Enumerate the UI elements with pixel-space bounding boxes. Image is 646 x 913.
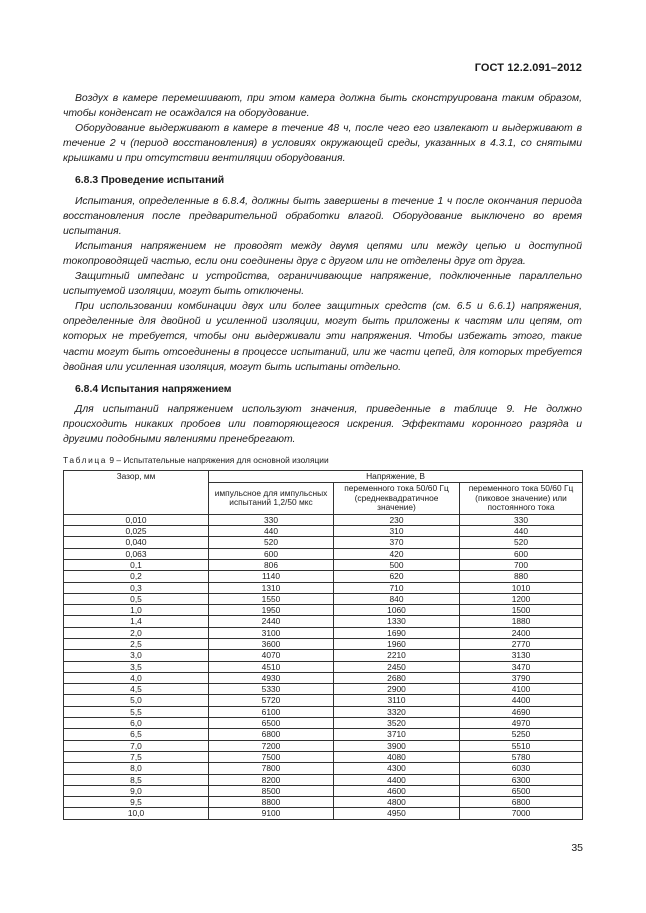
cell-gap: 0,5 [64,593,209,604]
table-row [64,514,583,525]
cell-ac-rms: 1060 [334,605,460,616]
cell-impulse: 7800 [209,763,334,774]
table-row [64,706,583,717]
cell-gap: 0,1 [64,559,209,570]
table-caption [63,453,582,468]
cell-ac-rms: 420 [334,548,460,559]
cell-ac-rms: 500 [334,559,460,570]
table-row [64,593,583,604]
cell-ac-peak-dc: 4400 [460,695,583,706]
table-row [64,627,583,638]
cell-gap: 7,0 [64,740,209,751]
cell-impulse: 4070 [209,650,334,661]
standard-header: ГОСТ 12.2.091–2012 [474,62,582,74]
cell-ac-peak-dc: 880 [460,571,583,582]
cell-ac-rms: 4080 [334,751,460,762]
table-caption-text: 9 – Испытательные напряжения для основной изоляции [107,455,329,466]
cell-impulse: 1310 [209,582,334,593]
paragraph: Воздух в камере перемешивают, при этом камера должна быть сконструирована таким образом, чтобы конденсат не осаждался на оборудование. [63,93,582,120]
cell-ac-peak-dc: 4970 [460,718,583,729]
cell-impulse: 7500 [209,751,334,762]
cell-ac-peak-dc: 3470 [460,661,583,672]
cell-impulse: 9100 [209,808,334,819]
cell-ac-peak-dc: 600 [460,548,583,559]
table-row [64,797,583,808]
voltage-table [63,470,583,820]
cell-ac-rms: 710 [334,582,460,593]
cell-ac-rms: 4600 [334,785,460,796]
cell-ac-peak-dc: 520 [460,537,583,548]
cell-ac-rms: 3320 [334,706,460,717]
cell-impulse: 7200 [209,740,334,751]
cell-impulse: 1950 [209,605,334,616]
cell-ac-peak-dc: 330 [460,514,583,525]
table-row [64,661,583,672]
cell-gap: 7,5 [64,751,209,762]
table-row [64,526,583,537]
cell-gap: 0,025 [64,526,209,537]
cell-ac-peak-dc: 5780 [460,751,583,762]
cell-impulse: 8800 [209,797,334,808]
cell-gap: 5,5 [64,706,209,717]
cell-gap: 2,5 [64,638,209,649]
page-number: 35 [571,842,583,854]
cell-ac-rms: 2900 [334,684,460,695]
cell-gap: 9,0 [64,785,209,796]
cell-gap: 5,0 [64,695,209,706]
table-row [64,616,583,627]
cell-ac-rms: 3520 [334,718,460,729]
cell-impulse: 330 [209,514,334,525]
table-row [64,638,583,649]
table-row [64,684,583,695]
cell-ac-peak-dc: 6500 [460,785,583,796]
cell-impulse: 5720 [209,695,334,706]
cell-ac-peak-dc: 5250 [460,729,583,740]
cell-ac-peak-dc: 6800 [460,797,583,808]
cell-impulse: 600 [209,548,334,559]
cell-ac-rms: 4400 [334,774,460,785]
cell-ac-rms: 1330 [334,616,460,627]
cell-ac-rms: 4300 [334,763,460,774]
table-row [64,718,583,729]
table-row [64,695,583,706]
table-row [64,537,583,548]
cell-ac-peak-dc: 1200 [460,593,583,604]
header-voltage: Напряжение, В [209,471,583,483]
cell-ac-peak-dc: 4100 [460,684,583,695]
header-ac-peak-dc: переменного тока 50/60 Гц (пиковое значение) или постоянного тока [460,483,583,515]
cell-ac-rms: 4950 [334,808,460,819]
cell-ac-peak-dc: 5510 [460,740,583,751]
cell-gap: 10,0 [64,808,209,819]
paragraph: Оборудование выдерживают в камере в течение 48 ч, после чего его извлекают и выдерживают в течение 2 ч (период восстановления) в условиях окружающей среды, указанных в 4.3.1, со снятыми крышками и при отсутствии вентиляции оборудования. [63,123,582,165]
table-row [64,808,583,819]
cell-impulse: 1140 [209,571,334,582]
cell-impulse: 4930 [209,672,334,683]
header-ac-rms: переменного тока 50/60 Гц (среднеквадратичное значение) [334,483,460,515]
table-row [64,774,583,785]
cell-ac-rms: 840 [334,593,460,604]
cell-ac-rms: 3110 [334,695,460,706]
cell-impulse: 8500 [209,785,334,796]
paragraph: Испытания напряжением не проводят между двумя цепями или между цепью и доступной токопроводящей частью, если они соединены друг с другом или не отделены друг от друга. [63,240,582,267]
table-row [64,650,583,661]
cell-ac-rms: 370 [334,537,460,548]
cell-ac-peak-dc: 6030 [460,763,583,774]
section-heading-6-8-3: 6.8.3 Проведение испытаний [75,175,225,187]
cell-gap: 0,040 [64,537,209,548]
table-row [64,605,583,616]
cell-gap: 8,0 [64,763,209,774]
paragraph: При использовании комбинации двух или более защитных средств (см. 6.5 и 6.6.1) напряжения, определенные для двойной и усиленной изоляции, могут быть приложены к частям или цепям, от которых не требуется, чтобы они выдерживали эти напряжения. Чтобы избежать этого, такие части могут быть отсоединены в процессе испытаний, или же части цепей, для которых требуется двойная или усиленная изоляция, могут быть испытаны отдельно. [63,301,582,373]
cell-ac-rms: 230 [334,514,460,525]
cell-ac-peak-dc: 3790 [460,672,583,683]
cell-ac-rms: 2450 [334,661,460,672]
cell-gap: 0,2 [64,571,209,582]
table-row [64,729,583,740]
table-row [64,548,583,559]
cell-impulse: 6800 [209,729,334,740]
cell-gap: 6,5 [64,729,209,740]
paragraph: Для испытаний напряжением используют значения, приведенные в таблице 9. Не должно происходить никаких пробоев или повторяющегося искрения. Эффектами коронного разряда и другими подобными явлениями пренебрегают. [63,403,582,445]
cell-ac-rms: 1690 [334,627,460,638]
cell-impulse: 2440 [209,616,334,627]
cell-impulse: 6500 [209,718,334,729]
cell-ac-rms: 4800 [334,797,460,808]
cell-gap: 1,4 [64,616,209,627]
section-heading-6-8-4: 6.8.4 Испытания напряжением [75,383,232,395]
cell-gap: 6,0 [64,718,209,729]
cell-impulse: 520 [209,537,334,548]
cell-ac-rms: 3710 [334,729,460,740]
cell-impulse: 5330 [209,684,334,695]
paragraph: Защитный импеданс и устройства, ограничивающие напряжение, подключенные параллельно испытуемой изоляции, могут быть отключены. [63,271,582,298]
cell-gap: 3,5 [64,661,209,672]
table-row [64,571,583,582]
cell-ac-peak-dc: 700 [460,559,583,570]
table-row [64,751,583,762]
cell-gap: 4,0 [64,672,209,683]
cell-ac-rms: 2210 [334,650,460,661]
cell-ac-peak-dc: 2400 [460,627,583,638]
table-row [64,740,583,751]
cell-gap: 0,010 [64,514,209,525]
cell-gap: 0,3 [64,582,209,593]
table-row [64,582,583,593]
cell-impulse: 1550 [209,593,334,604]
table-row [64,785,583,796]
cell-impulse: 6100 [209,706,334,717]
cell-ac-peak-dc: 2770 [460,638,583,649]
cell-impulse: 8200 [209,774,334,785]
cell-impulse: 806 [209,559,334,570]
cell-ac-peak-dc: 6300 [460,774,583,785]
cell-ac-peak-dc: 1880 [460,616,583,627]
cell-gap: 1,0 [64,605,209,616]
cell-ac-peak-dc: 7000 [460,808,583,819]
cell-gap: 3,0 [64,650,209,661]
cell-ac-peak-dc: 4690 [460,706,583,717]
cell-ac-rms: 310 [334,526,460,537]
cell-ac-rms: 1960 [334,638,460,649]
cell-gap: 0,063 [64,548,209,559]
header-gap: Зазор, мм [64,471,209,515]
cell-ac-rms: 620 [334,571,460,582]
cell-ac-rms: 2680 [334,672,460,683]
cell-ac-peak-dc: 1010 [460,582,583,593]
cell-gap: 8,5 [64,774,209,785]
paragraph: Испытания, определенные в 6.8.4, должны быть завершены в течение 1 ч после окончания периода восстановления после предварительной обработки влагой. Оборудование выключено во время испытания. [63,195,582,237]
cell-ac-peak-dc: 3130 [460,650,583,661]
cell-impulse: 440 [209,526,334,537]
cell-impulse: 3100 [209,627,334,638]
header-impulse: импульсное для импульсных испытаний 1,2/50 мкс [209,483,334,515]
cell-ac-peak-dc: 1500 [460,605,583,616]
cell-ac-peak-dc: 440 [460,526,583,537]
table-row [64,672,583,683]
cell-gap: 2,0 [64,627,209,638]
cell-gap: 4,5 [64,684,209,695]
table-row [64,763,583,774]
page-content [63,91,582,820]
table-caption-prefix: Таблица [63,455,108,466]
cell-gap: 9,5 [64,797,209,808]
table-row [64,559,583,570]
cell-impulse: 3600 [209,638,334,649]
cell-impulse: 4510 [209,661,334,672]
cell-ac-rms: 3900 [334,740,460,751]
